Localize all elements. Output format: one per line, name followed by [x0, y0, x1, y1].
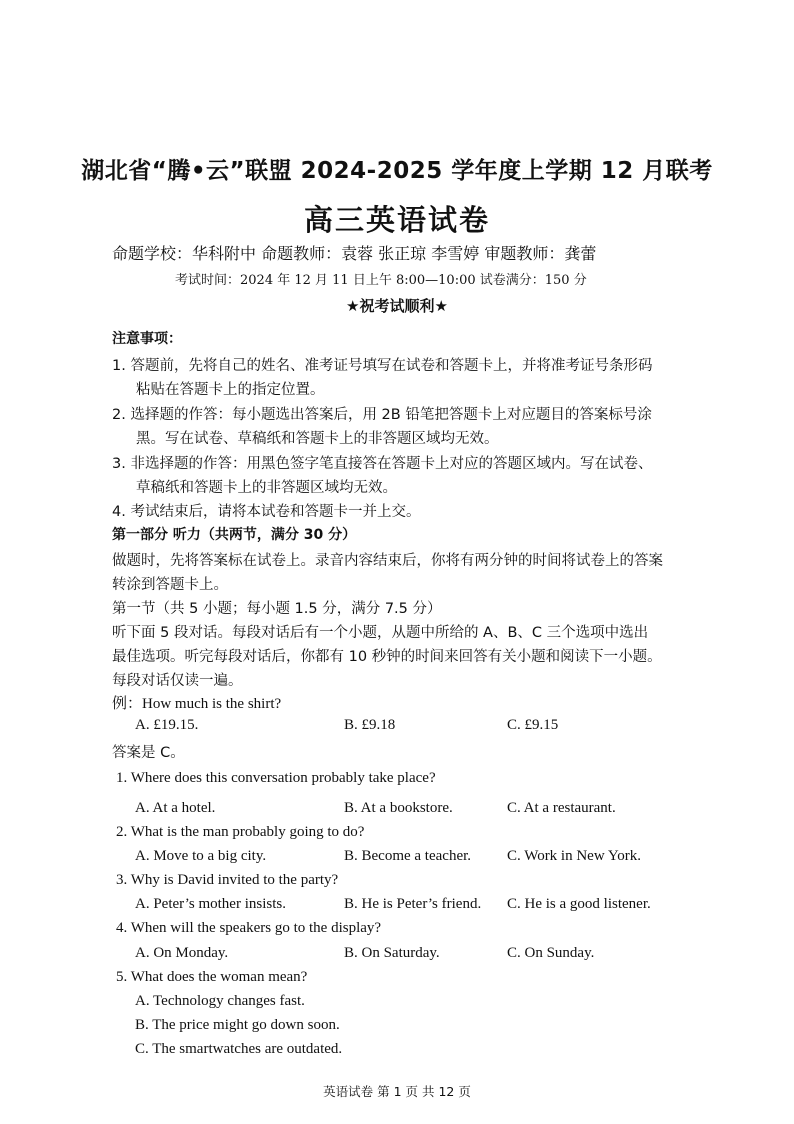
notice-item: 草稿纸和答题卡上的非答题区域均无效。 — [136, 480, 397, 496]
notice-item: 1. 答题前，先将自己的姓名、准考证号填写在试卷和答题卡上，并将准考证号条形码 — [112, 358, 653, 374]
section1-heading: 第一节（共 5 小题；每小题 1.5 分，满分 7.5 分） — [112, 601, 442, 617]
notice-item: 粘贴在答题卡上的指定位置。 — [136, 382, 325, 398]
section1-intro: 最佳选项。听完每段对话后，你都有 10 秒钟的时间来回答有关小题和阅读下一小题。 — [112, 649, 662, 665]
section1-intro: 听下面 5 段对话。每段对话后有一个小题，从题中所给的 A、B、C 三个选项中选出 — [112, 625, 649, 641]
q5-option-b: B. The price might go down soon. — [135, 1017, 340, 1033]
q3-option-c: C. He is a good listener. — [507, 896, 651, 912]
q2-option-b: B. Become a teacher. — [344, 848, 472, 864]
question-3: 3. Why is David invited to the party? — [116, 872, 339, 888]
q3-option-b: B. He is Peter’s friend. — [344, 896, 482, 912]
question-5: 5. What does the woman mean? — [116, 969, 308, 985]
question-4: 4. When will the speakers go to the display? — [116, 920, 382, 936]
q5-option-c: C. The smartwatches are outdated. — [135, 1041, 343, 1057]
notice-item: 2. 选择题的作答：每小题选出答案后，用 2B 铅笔把答题卡上对应题目的答案标号涂 — [112, 407, 652, 423]
part1-intro: 做题时，先将答案标在试卷上。录音内容结束后，你将有两分钟的时间将试卷上的答案 — [112, 553, 663, 569]
q3-option-a: A. Peter’s mother insists. — [135, 896, 286, 912]
q1-option-c: C. At a restaurant. — [507, 800, 616, 816]
q1-option-b: B. At a bookstore. — [344, 800, 453, 816]
part1-heading: 第一部分 听力（共两节，满分 30 分） — [112, 527, 357, 543]
notice-item: 4. 考试结束后，请将本试卷和答题卡一并上交。 — [112, 504, 421, 520]
blessing-line: ★祝考试顺利★ — [346, 297, 448, 315]
example-question: 例：How much is the shirt? — [112, 696, 282, 712]
authors-line: 命题学校：华科附中 命题教师：袁蓉 张正琼 李雪婷 审题教师：龚蕾 — [112, 244, 597, 263]
part1-intro: 转涂到答题卡上。 — [112, 577, 228, 593]
question-2: 2. What is the man probably going to do? — [116, 824, 365, 840]
example-answer: 答案是 C。 — [112, 745, 185, 761]
page-footer: 英语试卷 第 1 页 共 12 页 — [323, 1084, 471, 1099]
q2-option-a: A. Move to a big city. — [135, 848, 267, 864]
q5-option-a: A. Technology changes fast. — [135, 993, 305, 1009]
section1-intro: 每段对话仅读一遍。 — [112, 673, 243, 689]
q1-option-a: A. At a hotel. — [135, 800, 216, 816]
exam-info-line: 考试时间：2024 年 12 月 11 日上午 8:00—10:00 试卷满分：150 分 — [175, 273, 587, 288]
exam-title-line1: 湖北省“腾•云”联盟 2024-2025 学年度上学期 12 月联考 — [81, 158, 713, 184]
q4-option-b: B. On Saturday. — [344, 945, 440, 961]
q4-option-a: A. On Monday. — [135, 945, 229, 961]
example-option-c: C. £9.15 — [507, 717, 559, 733]
notice-heading: 注意事项： — [112, 331, 182, 347]
exam-title-line2: 高三英语试卷 — [303, 203, 490, 237]
q2-option-c: C. Work in New York. — [507, 848, 641, 864]
example-option-b: B. £9.18 — [344, 717, 396, 733]
example-option-a: A. £19.15. — [135, 717, 199, 733]
notice-item: 3. 非选择题的作答：用黑色签字笔直接答在答题卡上对应的答题区域内。写在试卷、 — [112, 456, 653, 472]
q4-option-c: C. On Sunday. — [507, 945, 595, 961]
notice-item: 黑。写在试卷、草稿纸和答题卡上的非答题区域均无效。 — [136, 431, 499, 447]
question-1: 1. Where does this conversation probably take place? — [116, 770, 436, 786]
